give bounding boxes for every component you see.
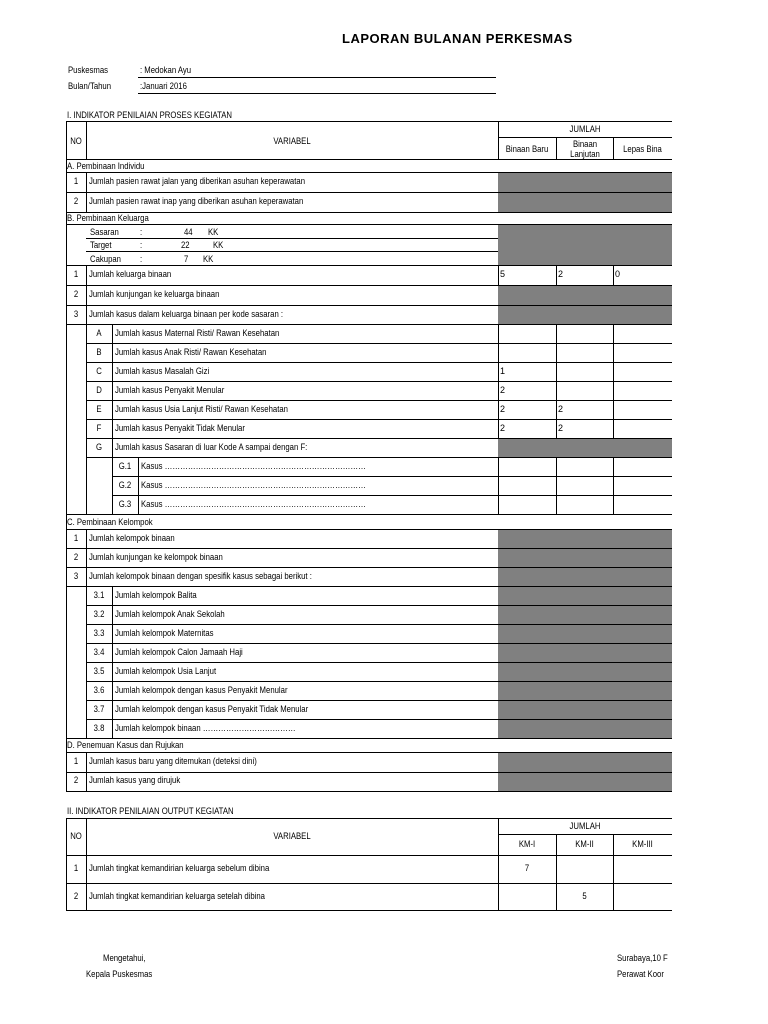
sub-code: 3.3 [93, 627, 105, 638]
row-label: Jumlah kasus dalam keluarga binaan per kode sasaran : [89, 308, 284, 319]
sub-label: Jumlah kasus Masalah Gizi [115, 365, 210, 376]
grid-line [66, 738, 672, 739]
summary-label: Sasaran [90, 227, 119, 237]
sub-label: Jumlah kelompok dengan kasus Penyakit Menular [115, 684, 288, 695]
summary-colon: : [140, 227, 143, 237]
sub-code: 3.4 [93, 646, 105, 657]
value-binaan-baru: 2 [500, 384, 506, 395]
grid-line [112, 586, 113, 605]
header-binaan-baru: Binaan Baru [505, 144, 549, 154]
grid-line [556, 362, 557, 381]
shaded-cell [498, 568, 672, 586]
grid-line [86, 172, 87, 192]
grid-line [138, 476, 139, 495]
header-jumlah: JUMLAH [569, 124, 601, 134]
grid-line [86, 400, 672, 401]
summary-unit: KK [208, 227, 219, 237]
info-label-bulan: Bulan/Tahun [68, 81, 112, 91]
grid-line [613, 476, 614, 495]
grid-line [556, 137, 557, 159]
sub-code: F [96, 422, 102, 433]
grid-line [138, 495, 139, 514]
sub-code: A [96, 327, 102, 338]
footer-mengetahui: Mengetahui, [103, 953, 146, 963]
header-jumlah: JUMLAH [569, 821, 601, 831]
grid-line [86, 529, 87, 548]
shaded-cell [498, 530, 672, 548]
group-c-title: C. Pembinaan Kelompok [67, 517, 153, 527]
row-label: Jumlah kelompok binaan [89, 532, 175, 543]
summary-label: Target [90, 240, 112, 250]
row-label: Jumlah kasus yang dirujuk [89, 775, 181, 786]
grid-line [498, 121, 499, 159]
info-value-bulan: :Januari 2016 [140, 81, 187, 91]
grid-line [86, 285, 87, 305]
shaded-cell [498, 173, 672, 192]
row-label: Jumlah tingkat kemandirian keluarga setelah dibina [89, 890, 265, 901]
summary-colon: : [140, 240, 143, 250]
header-km-iii: KM-III [632, 839, 653, 849]
grid-line [86, 362, 672, 363]
value-binaan-baru: 5 [500, 269, 506, 279]
grid-line [556, 495, 557, 514]
shaded-cell [498, 587, 672, 605]
row-number: 2 [73, 551, 79, 562]
row-number: 1 [73, 755, 79, 766]
grid-line [112, 476, 672, 477]
shaded-cell [498, 606, 672, 624]
footer-date: Surabaya,10 F [617, 953, 668, 963]
section2-title: II. INDIKATOR PENILAIAN OUTPUT KEGIATAN [67, 806, 234, 816]
header-no: NO [70, 136, 82, 146]
summary-colon: : [140, 254, 143, 264]
summary-value: 44 [184, 227, 193, 237]
grid-line [112, 438, 113, 457]
grid-line [66, 910, 672, 911]
grid-line [112, 324, 113, 343]
grid-line [613, 834, 614, 910]
header-variabel: VARIABEL [273, 831, 311, 841]
grid-line [613, 457, 614, 476]
sub-code: 3.6 [93, 684, 105, 695]
group-d-title: D. Penemuan Kasus dan Rujukan [67, 740, 184, 750]
sub-code: 3.5 [93, 665, 105, 676]
grid-line [112, 362, 113, 381]
g-label: Kasus …………………………………………………………………… [141, 460, 366, 471]
value-binaan-lanjutan: 2 [558, 422, 564, 433]
row-number: 2 [73, 289, 79, 299]
shaded-cell [498, 439, 672, 457]
footer-kepala: Kepala Puskesmas [86, 969, 153, 979]
sub-label: Jumlah kasus Sasaran di luar Kode A sampai dengan F: [115, 441, 308, 452]
shaded-cell [498, 701, 672, 719]
value-binaan-baru: 2 [500, 422, 506, 433]
grid-line [556, 381, 557, 400]
grid-line [86, 419, 672, 420]
grid-line [66, 121, 672, 122]
group-a-title: A. Pembinaan Individu [67, 161, 145, 171]
value-km-i: 7 [524, 863, 530, 873]
row-number: 1 [73, 532, 79, 543]
shaded-cell [498, 720, 672, 738]
grid-line [66, 121, 67, 791]
row-label: Jumlah pasien rawat jalan yang diberikan asuhan keperawatan [89, 176, 306, 186]
grid-line [613, 381, 614, 400]
shaded-cell [498, 286, 672, 305]
row-number: 2 [73, 775, 79, 786]
grid-line [112, 662, 113, 681]
grid-line [556, 419, 557, 438]
row-label: Jumlah pasien rawat inap yang diberikan asuhan keperawatan [89, 196, 304, 206]
grid-line [86, 381, 672, 382]
grid-line [86, 324, 87, 514]
shaded-cell [498, 549, 672, 567]
sub-label: Jumlah kelompok Balita [115, 589, 197, 600]
row-number: 3 [73, 308, 79, 319]
grid-line [138, 457, 139, 476]
sub-code: 3.8 [93, 722, 105, 733]
row-label: Jumlah keluarga binaan [89, 269, 172, 279]
g-code: G.1 [118, 460, 132, 471]
sub-label: Jumlah kelompok Maternitas [115, 627, 214, 638]
grid-line [66, 818, 672, 819]
sub-label: Jumlah kelompok Usia Lanjut [115, 665, 217, 676]
grid-line [498, 818, 499, 910]
grid-line [498, 495, 499, 514]
sub-code: E [96, 403, 102, 414]
value-binaan-baru: 2 [500, 403, 506, 414]
row-label: Jumlah kunjungan ke keluarga binaan [89, 289, 220, 299]
grid-line [613, 265, 614, 285]
grid-line [86, 305, 87, 324]
grid-line [112, 719, 113, 738]
row-label: Jumlah tingkat kemandirian keluarga sebelum dibina [89, 863, 270, 873]
grid-line [112, 495, 672, 496]
grid-line [498, 457, 499, 476]
row-number: 2 [73, 196, 79, 206]
value-binaan-baru: 1 [500, 365, 506, 376]
summary-unit: KK [203, 254, 214, 264]
info-underline [138, 77, 496, 78]
row-label: Jumlah kunjungan ke kelompok binaan [89, 551, 223, 562]
grid-line [86, 265, 87, 285]
grid-line [556, 400, 557, 419]
header-variabel: VARIABEL [273, 136, 311, 146]
grid-line [498, 834, 672, 835]
info-value-puskesmas: : Medokan Ayu [140, 65, 192, 75]
row-number: 1 [73, 269, 79, 279]
grid-line [66, 159, 672, 160]
summary-value: 7 [184, 254, 189, 264]
shaded-cell [498, 753, 672, 772]
info-underline [138, 93, 496, 94]
section1-title: I. INDIKATOR PENILAIAN PROSES KEGIATAN [67, 110, 233, 120]
grid-line [112, 605, 113, 624]
sub-label: Jumlah kelompok Calon Jamaah Haji [115, 646, 243, 657]
summary-unit: KK [213, 240, 224, 250]
grid-line [112, 381, 113, 400]
grid-line [66, 514, 672, 515]
grid-line [613, 419, 614, 438]
grid-line [498, 362, 499, 381]
grid-line [613, 362, 614, 381]
grid-line [86, 752, 87, 772]
value-binaan-lanjutan: 2 [558, 403, 564, 414]
grid-line [498, 137, 672, 138]
grid-line [112, 419, 113, 438]
row-number: 2 [73, 890, 79, 901]
grid-line [498, 324, 499, 343]
row-number: 3 [73, 570, 79, 581]
header-km-i: KM-I [518, 839, 536, 849]
shaded-cell [498, 193, 672, 212]
sub-code: 3.2 [93, 608, 105, 619]
value-lepas-bina: 0 [615, 269, 621, 279]
grid-line [498, 419, 499, 438]
sub-code: G [95, 441, 103, 452]
row-number: 1 [73, 863, 79, 873]
grid-line [613, 137, 614, 159]
grid-line [86, 567, 87, 586]
sub-label: Jumlah kelompok Anak Sekolah [115, 608, 225, 619]
shaded-cell [498, 625, 672, 643]
shaded-cell [498, 225, 672, 265]
sub-code: C [96, 365, 102, 376]
g-label: Kasus …………………………………………………………………… [141, 479, 366, 490]
grid-line [112, 700, 113, 719]
grid-line [86, 343, 672, 344]
grid-line [498, 381, 499, 400]
grid-line [556, 265, 557, 285]
row-label: Jumlah kasus baru yang ditemukan (deteksi dini) [89, 755, 257, 766]
g-label: Kasus …………………………………………………………………… [141, 498, 366, 509]
sub-label: Jumlah kasus Penyakit Tidak Menular [115, 422, 245, 433]
sub-code: 3.1 [93, 589, 105, 600]
sub-code: D [96, 384, 102, 395]
grid-line [556, 476, 557, 495]
sub-label: Jumlah kelompok dengan kasus Penyakit Tidak Menular [115, 703, 309, 714]
grid-line [86, 457, 672, 458]
grid-line [613, 324, 614, 343]
sub-code: B [96, 346, 102, 357]
grid-line [613, 495, 614, 514]
grid-line [556, 834, 557, 910]
shaded-cell [498, 663, 672, 681]
grid-line [86, 192, 87, 212]
grid-line [66, 791, 672, 792]
sub-label: Jumlah kasus Maternal Risti/ Rawan Kesehatan [115, 327, 280, 338]
summary-label: Cakupan [90, 254, 121, 264]
sub-label: Jumlah kasus Penyakit Menular [115, 384, 225, 395]
group-b-title: B. Pembinaan Keluarga [67, 213, 149, 223]
shaded-cell [498, 644, 672, 662]
header-no: NO [70, 831, 82, 841]
grid-line [112, 400, 113, 419]
value-binaan-lanjutan: 2 [558, 269, 564, 279]
g-code: G.3 [118, 498, 132, 509]
grid-line [86, 818, 87, 910]
grid-line [86, 548, 87, 567]
info-label-puskesmas: Puskesmas [68, 65, 109, 75]
sub-code: 3.7 [93, 703, 105, 714]
summary-value: 22 [181, 240, 190, 250]
grid-line [66, 855, 672, 856]
grid-line [112, 343, 113, 362]
shaded-cell [498, 682, 672, 700]
page-title: LAPORAN BULANAN PERKESMAS [342, 31, 573, 46]
grid-line [556, 457, 557, 476]
grid-line [613, 343, 614, 362]
grid-line [498, 343, 499, 362]
sub-label: Jumlah kasus Anak Risti/ Rawan Kesehatan [115, 346, 267, 357]
grid-line [112, 643, 113, 662]
grid-line [498, 265, 499, 285]
row-number: 1 [73, 176, 79, 186]
g-code: G.2 [118, 479, 132, 490]
footer-perawat: Perawat Koor [617, 969, 664, 979]
grid-line [556, 343, 557, 362]
sub-label: Jumlah kelompok binaan ……………………………… [115, 722, 296, 733]
sub-label: Jumlah kasus Usia Lanjut Risti/ Rawan Kesehatan [115, 403, 288, 414]
grid-line [66, 324, 672, 325]
grid-line [556, 324, 557, 343]
grid-line [86, 772, 87, 792]
grid-line [498, 476, 499, 495]
header-binaan-lanjutan: Binaan Lanjutan [569, 139, 600, 159]
grid-line [498, 400, 499, 419]
grid-line [66, 265, 672, 266]
value-km-ii: 5 [582, 890, 587, 901]
grid-line [112, 624, 113, 643]
shaded-cell [498, 306, 672, 324]
grid-line [613, 400, 614, 419]
row-label: Jumlah kelompok binaan dengan spesifik kasus sebagai berikut : [89, 570, 312, 581]
grid-line [86, 121, 87, 159]
header-km-ii: KM-II [575, 839, 594, 849]
shaded-cell [498, 773, 672, 792]
grid-line [66, 883, 672, 884]
header-lepas-bina: Lepas Bina [623, 144, 662, 154]
grid-line [66, 212, 672, 213]
grid-line [112, 681, 113, 700]
